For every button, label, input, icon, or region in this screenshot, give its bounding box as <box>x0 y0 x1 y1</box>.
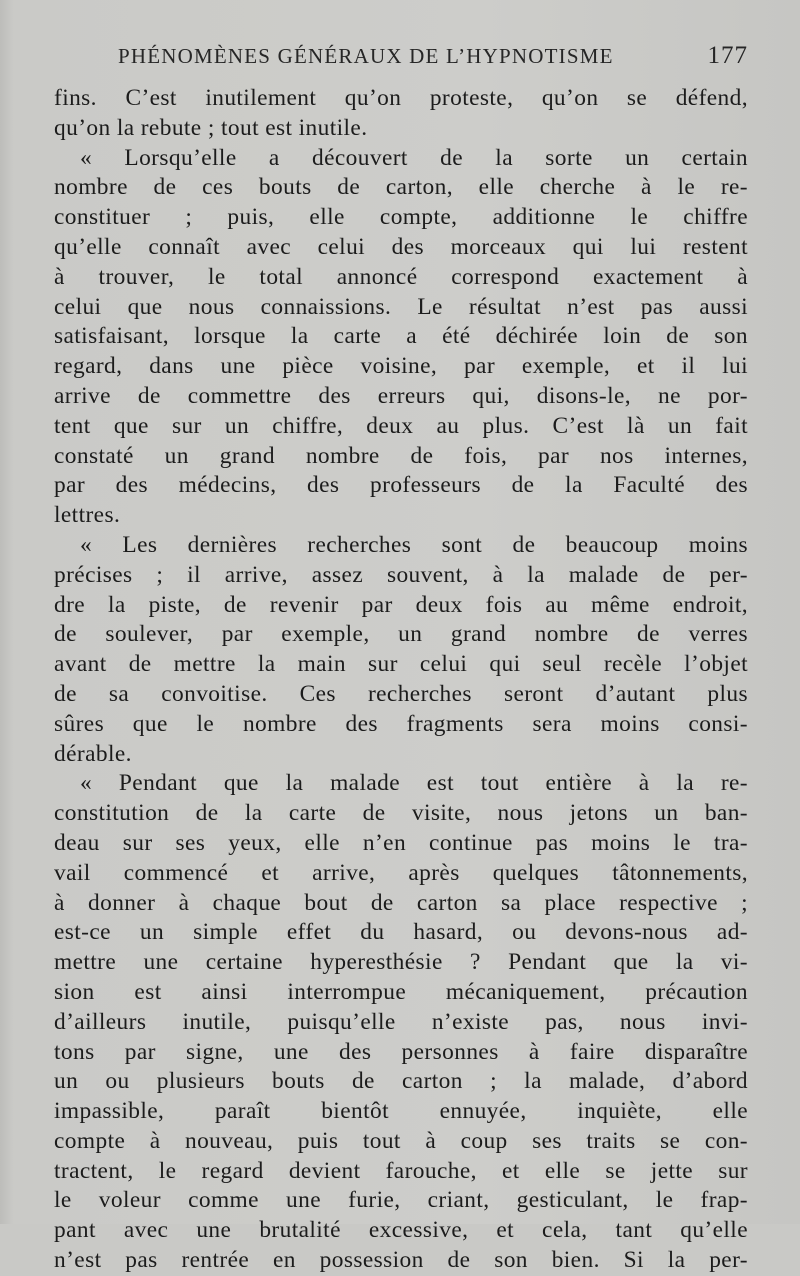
text-line: constaté un grand nombre de fois, par nos internes, <box>54 442 748 469</box>
text-line: tractent, le regard devient farouche, et elle se jette sur <box>54 1157 748 1184</box>
text-line: à donner à chaque bout de carton sa place respective ; <box>54 889 748 916</box>
text-line: dre la piste, de revenir par deux fois au même endroit, <box>54 591 748 618</box>
page-number: 177 <box>707 42 748 69</box>
text-line: constitution de la carte de visite, nous jetons un ban- <box>54 800 748 827</box>
text-line: « Pendant que la malade est tout entière à la re- <box>80 770 748 797</box>
text-line: qu’on la rebute ; tout est inutile. <box>54 114 368 141</box>
text-line: celui que nous connaissions. Le résultat n’est pas aussi <box>54 293 748 320</box>
text-line: vail commencé et arrive, après quelques tâtonnements, <box>54 859 748 886</box>
text-line: sion est ainsi interrompue mécaniquement, précaution <box>54 978 748 1005</box>
text-line: qu’elle connaît avec celui des morceaux qui lui restent <box>54 233 748 260</box>
paragraph <box>54 769 748 1276</box>
text-line: de sa convoitise. Ces recherches seront d’autant plus <box>54 680 748 707</box>
text-line: un ou plusieurs bouts de carton ; la malade, d’abord <box>54 1068 748 1095</box>
text-line: le voleur comme une furie, criant, gesticulant, le frap- <box>54 1187 748 1214</box>
text-line: satisfaisant, lorsque la carte a été déchirée loin de son <box>54 323 748 350</box>
text-line: tent que sur un chiffre, deux au plus. C’est là un fait <box>54 412 748 439</box>
text-line: précises ; il arrive, assez souvent, à la malade de per- <box>54 561 748 588</box>
text-line: nombre de ces bouts de carton, elle cherche à le re- <box>54 174 748 201</box>
text-line: fins. C’est inutilement qu’on proteste, qu’on se défend, <box>54 85 748 111</box>
text-line: n’est pas rentrée en possession de son bien. Si la per- <box>54 1247 748 1274</box>
running-title: PHÉNOMÈNES GÉNÉRAUX DE L’HYPNOTISME <box>118 44 614 68</box>
text-line: regard, dans une pièce voisine, par exemple, et il lui <box>54 353 748 380</box>
text-line: « Lorsqu’elle a découvert de la sorte un certain <box>80 144 748 171</box>
body-text <box>54 84 748 1276</box>
text-line: d’ailleurs inutile, puisqu’elle n’existe pas, nous invi- <box>54 1008 748 1035</box>
text-line: constituer ; puis, elle compte, additionne le chiffre <box>54 204 748 231</box>
text-line: dérable. <box>54 740 132 767</box>
text-line: tons par signe, une des personnes à faire disparaître <box>54 1038 748 1065</box>
text-line: avant de mettre la main sur celui qui seul recèle l’objet <box>54 651 748 678</box>
text-line: deau sur ses yeux, elle n’en continue pas moins le tra- <box>54 829 748 856</box>
paragraph <box>54 144 748 531</box>
paragraph <box>54 84 748 144</box>
text-line: lettres. <box>54 502 121 529</box>
text-line: sûres que le nombre des fragments sera moins consi- <box>54 710 748 737</box>
paragraph <box>54 531 748 769</box>
text-line: est-ce un simple effet du hasard, ou devons-nous ad- <box>54 919 748 946</box>
text-line: compte à nouveau, puis tout à coup ses traits se con- <box>54 1127 748 1154</box>
running-head <box>118 42 748 76</box>
text-line: impassible, paraît bientôt ennuyée, inquiète, elle <box>54 1098 748 1125</box>
text-line: « Les dernières recherches sont de beaucoup moins <box>80 531 748 558</box>
text-line: mettre une certaine hyperesthésie ? Pendant que la vi- <box>54 949 748 976</box>
text-line: de soulever, par exemple, un grand nombre de verres <box>54 621 748 648</box>
text-line: à trouver, le total annoncé correspond exactement à <box>54 263 748 290</box>
text-line: arrive de commettre des erreurs qui, disons-le, ne por- <box>54 382 748 409</box>
text-line: par des médecins, des professeurs de la Faculté des <box>54 472 748 499</box>
text-line: pant avec une brutalité excessive, et cela, tant qu’elle <box>54 1217 748 1244</box>
